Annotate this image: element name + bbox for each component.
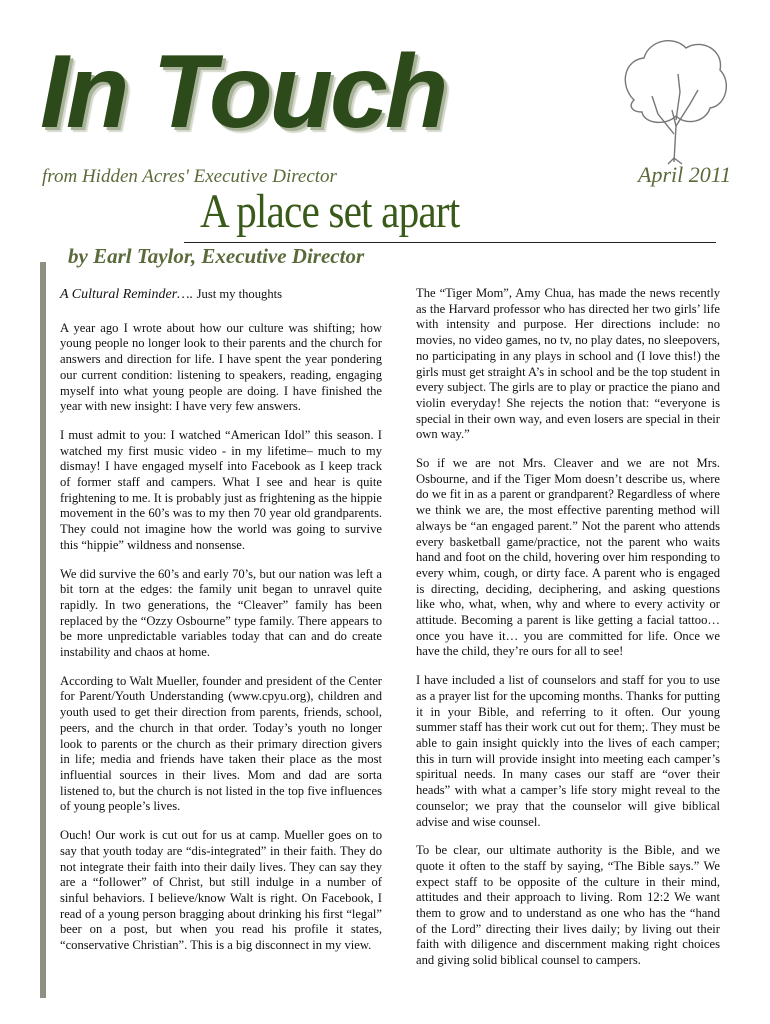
paragraph: I have included a list of counselors and staff for you to use as a prayer list for the upcoming months. Thanks for putting it in your Bible, and referring to it often. Our young summer staff has their work cut out for them;. They must be able to gain insight quickly into the lives of each camper; this in turn will provide insight into meeting each camper’s spiritual needs. In many cases our staff are “over their heads” with what a camper’s life story might reveal to the counselor; we pray that the counselor will give biblical advise and wise counsel.	[416, 673, 720, 829]
paragraph: According to Walt Mueller, founder and president of the Center for Parent/Youth Understanding (www.cpyu.org), children and youth used to get their direction from parents, friends, school, peers, and the church in that order. Today’s youth no longer look to parents or the church as their primary direction givers in life; media and friends have taken their place as the most influential sources in their lives. Mom and dad are sorta listened to, but the church is not listed in the top five influences of young people’s lives.	[60, 673, 382, 814]
article-headline: A place set apart	[200, 185, 460, 238]
paragraph: I must admit to you: I watched “American Idol” this season. I watched my first music video - in my lifetime– much to my dismay! I have engaged myself into Facebook as I keep track of former staff and campers. What I see and hear is quite frightening to me. It is probably just as frightening as the hippie movement in the 60’s was to my then 70 year old grandparents. They could not imagine how the world was going to survive this “hippie” wildness and nonsense.	[60, 427, 382, 552]
paragraph: To be clear, our ultimate authority is the Bible, and we quote it often to the staff by saying, “The Bible says.” We expect staff to be opposite of the culture in their mind, attitudes and their approach to living. Rom 12:2 We want them to grow and to understand as one who has the “hand of the Lord” directing their lives daily; by living out their faith with diligence and discernment making right choices and giving solid biblical counsel to campers.	[416, 843, 720, 968]
tree-icon	[614, 30, 734, 170]
paragraph: We did survive the 60’s and early 70’s, but our nation was left a bit torn at the edges: the family unit began to unravel quite rapidly. In two generations, the “Cleaver” family has been replaced by the “Ozzy Osbourne” type family. There appears to be more unpredictable variables today that can and do create instability and chaos at home.	[60, 566, 382, 660]
article-byline: by Earl Taylor, Executive Director	[68, 244, 365, 268]
masthead-title: In Touch	[40, 34, 446, 150]
paragraph: Ouch! Our work is cut out for us at camp. Mueller goes on to say that youth today are “dis-integrated” in their faith. They do not integrate their faith into their daily lives. They can say they are a “follower” of Christ, but still indulge in a number of sinful behaviors. I believe/know Walt is right. On Facebook, I read of a young person bragging about drinking his first “legal” beer on a post, but when you read his profile it states, “conservative Christian”. This is a big disconnect in my view.	[60, 828, 382, 953]
paragraph: A year ago I wrote about how our culture was shifting; how young people no longer look to their parents and the church for answers and direction for life. I have spent the year pondering our current condition: listening to speakers, reading, engaging myself into what young people are doing. I have finished the year with new insight: I have very few answers.	[60, 320, 382, 414]
headline-rule	[184, 242, 716, 243]
section-title-sub: Just my thoughts	[196, 287, 283, 301]
sidebar-rule	[40, 262, 46, 998]
section-title-main: A Cultural Reminder….	[60, 287, 194, 302]
section-title	[60, 287, 382, 303]
paragraph: So if we are not Mrs. Cleaver and we are not Mrs. Osbourne, and if the Tiger Mom doesn’t describe us, where do we fit in as a parent or grandparent? Regardless of where we think we are, the most effective parenting method will always be “an engaged parent.” Not the parent who attends every basketball game/practice, not the parent who waits hand and foot on the child, hovering over him responding to every whim, cough, or dirty face. A parent who is engaged is directing, deciding, deciphering, and asking questions like who, what, when, why and where to every activity or attitude. Becoming a parent is like getting a facial tattoo… once you have it… you are committed for life. Once we have the child, they’re ours for all to see!	[416, 456, 720, 659]
paragraph: The “Tiger Mom”, Amy Chua, has made the news recently as the Harvard professor who has directed her two girls’ life with intensity and purpose. Her directions include: no movies, no video games, no tv, no play dates, no sleepovers, no participating in any plays in school and (I love this!) the girls must get straight A’s in school and be the top student in every subject. The girls are to play or practice the piano and violin everyday! She rejects the notion that: “everyone is special in their own way, and even losers are special in their own way.”	[416, 286, 720, 442]
issue-date: April 2011	[638, 162, 732, 187]
right-column	[416, 286, 720, 982]
from-line: from Hidden Acres' Executive Director	[42, 166, 337, 187]
left-column	[60, 287, 382, 967]
